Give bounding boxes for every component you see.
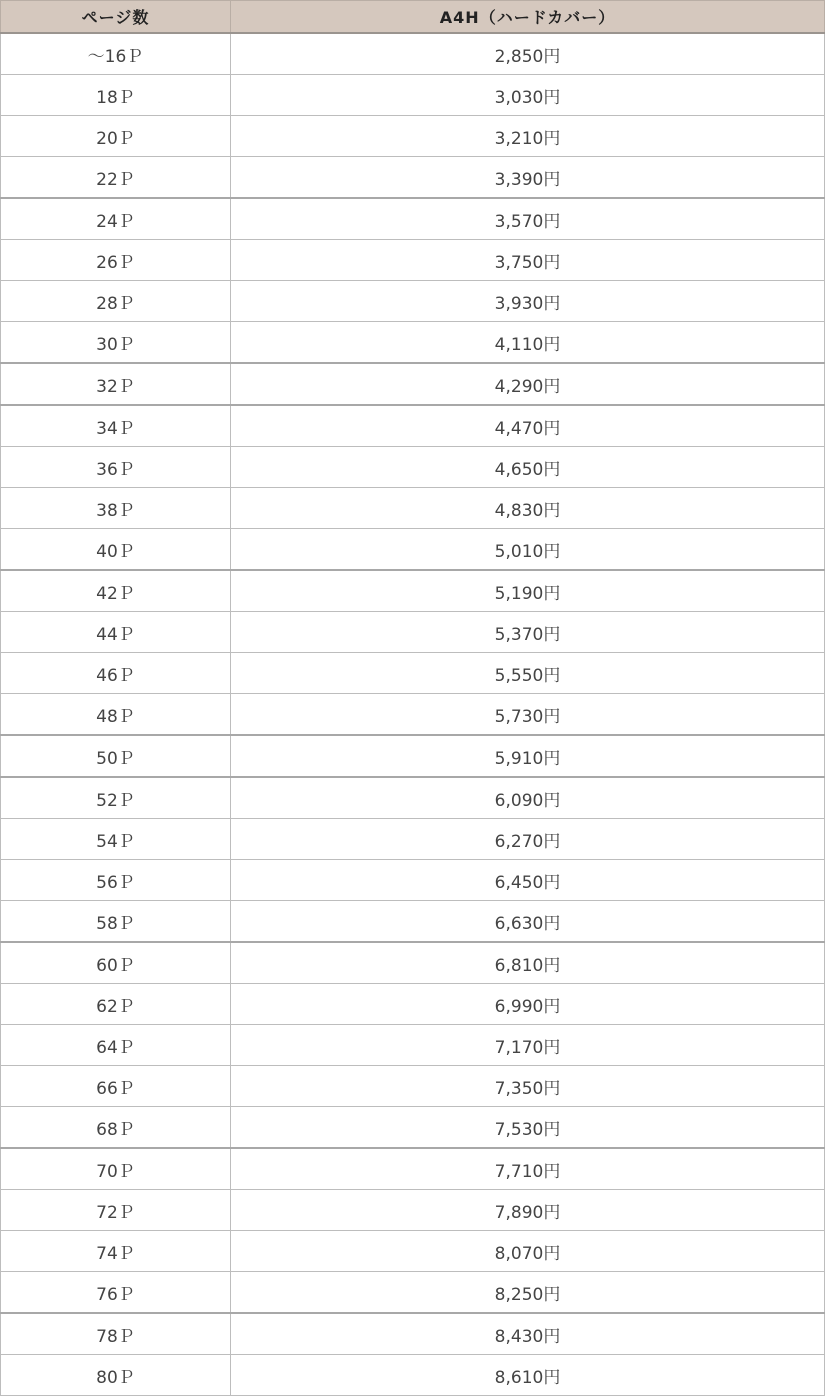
table-row bbox=[1, 405, 825, 447]
cell-price: 4,830円 bbox=[231, 488, 825, 529]
table-row bbox=[1, 33, 825, 75]
table-row bbox=[1, 1148, 825, 1190]
header-pages: ページ数 bbox=[1, 1, 231, 34]
cell-price: 7,350円 bbox=[231, 1066, 825, 1107]
cell-price: 8,070円 bbox=[231, 1231, 825, 1272]
cell-pages: 32Ｐ bbox=[1, 363, 231, 405]
cell-price: 5,010円 bbox=[231, 529, 825, 571]
cell-pages: 40Ｐ bbox=[1, 529, 231, 571]
cell-pages: 24Ｐ bbox=[1, 198, 231, 240]
table-row bbox=[1, 1355, 825, 1396]
cell-price: 7,170円 bbox=[231, 1025, 825, 1066]
cell-pages: 66Ｐ bbox=[1, 1066, 231, 1107]
cell-pages: 48Ｐ bbox=[1, 694, 231, 736]
cell-price: 3,930円 bbox=[231, 281, 825, 322]
cell-pages: 62Ｐ bbox=[1, 984, 231, 1025]
table-row bbox=[1, 1025, 825, 1066]
cell-price: 7,530円 bbox=[231, 1107, 825, 1149]
cell-pages: 52Ｐ bbox=[1, 777, 231, 819]
cell-pages: 18Ｐ bbox=[1, 75, 231, 116]
cell-pages: 38Ｐ bbox=[1, 488, 231, 529]
cell-price: 3,210円 bbox=[231, 116, 825, 157]
cell-pages: 50Ｐ bbox=[1, 735, 231, 777]
cell-pages: 30Ｐ bbox=[1, 322, 231, 364]
cell-price: 3,570円 bbox=[231, 198, 825, 240]
cell-price: 8,430円 bbox=[231, 1313, 825, 1355]
cell-price: 5,910円 bbox=[231, 735, 825, 777]
cell-price: 6,990円 bbox=[231, 984, 825, 1025]
cell-price: 3,750円 bbox=[231, 240, 825, 281]
cell-pages: 36Ｐ bbox=[1, 447, 231, 488]
table-row bbox=[1, 1066, 825, 1107]
table-row bbox=[1, 363, 825, 405]
cell-pages: 44Ｐ bbox=[1, 612, 231, 653]
cell-pages: 60Ｐ bbox=[1, 942, 231, 984]
cell-price: 5,550円 bbox=[231, 653, 825, 694]
cell-pages: 22Ｐ bbox=[1, 157, 231, 199]
table-row bbox=[1, 1190, 825, 1231]
table-row bbox=[1, 1313, 825, 1355]
cell-price: 4,650円 bbox=[231, 447, 825, 488]
table-row bbox=[1, 653, 825, 694]
table-row bbox=[1, 819, 825, 860]
cell-pages: 70Ｐ bbox=[1, 1148, 231, 1190]
cell-price: 7,710円 bbox=[231, 1148, 825, 1190]
table-row bbox=[1, 984, 825, 1025]
cell-pages: 58Ｐ bbox=[1, 901, 231, 943]
cell-price: 7,890円 bbox=[231, 1190, 825, 1231]
cell-pages: 42Ｐ bbox=[1, 570, 231, 612]
cell-price: 6,270円 bbox=[231, 819, 825, 860]
cell-price: 5,190円 bbox=[231, 570, 825, 612]
cell-pages: 68Ｐ bbox=[1, 1107, 231, 1149]
cell-pages: 72Ｐ bbox=[1, 1190, 231, 1231]
table-header-row bbox=[1, 1, 825, 34]
table-row bbox=[1, 901, 825, 943]
cell-pages: 78Ｐ bbox=[1, 1313, 231, 1355]
table-row bbox=[1, 157, 825, 199]
table-row bbox=[1, 860, 825, 901]
cell-price: 5,370円 bbox=[231, 612, 825, 653]
cell-price: 4,110円 bbox=[231, 322, 825, 364]
cell-pages: ～16Ｐ bbox=[1, 33, 231, 75]
cell-price: 2,850円 bbox=[231, 33, 825, 75]
table-row bbox=[1, 116, 825, 157]
cell-pages: 20Ｐ bbox=[1, 116, 231, 157]
table-row bbox=[1, 447, 825, 488]
cell-pages: 54Ｐ bbox=[1, 819, 231, 860]
cell-price: 8,610円 bbox=[231, 1355, 825, 1396]
cell-pages: 34Ｐ bbox=[1, 405, 231, 447]
table-row bbox=[1, 488, 825, 529]
cell-price: 3,390円 bbox=[231, 157, 825, 199]
cell-pages: 26Ｐ bbox=[1, 240, 231, 281]
cell-price: 8,250円 bbox=[231, 1272, 825, 1314]
cell-pages: 56Ｐ bbox=[1, 860, 231, 901]
cell-price: 6,810円 bbox=[231, 942, 825, 984]
cell-pages: 64Ｐ bbox=[1, 1025, 231, 1066]
cell-price: 6,090円 bbox=[231, 777, 825, 819]
table-row bbox=[1, 322, 825, 364]
table-row bbox=[1, 735, 825, 777]
table-row bbox=[1, 1231, 825, 1272]
cell-price: 6,630円 bbox=[231, 901, 825, 943]
cell-price: 4,470円 bbox=[231, 405, 825, 447]
table-row bbox=[1, 240, 825, 281]
table-row bbox=[1, 198, 825, 240]
header-price: A4H（ハードカバー） bbox=[231, 1, 825, 34]
table-row bbox=[1, 942, 825, 984]
cell-price: 5,730円 bbox=[231, 694, 825, 736]
table-row bbox=[1, 75, 825, 116]
table-body bbox=[1, 33, 825, 1396]
table-row bbox=[1, 529, 825, 571]
table-row bbox=[1, 570, 825, 612]
table-row bbox=[1, 281, 825, 322]
cell-pages: 46Ｐ bbox=[1, 653, 231, 694]
cell-pages: 80Ｐ bbox=[1, 1355, 231, 1396]
table-row bbox=[1, 694, 825, 736]
cell-pages: 76Ｐ bbox=[1, 1272, 231, 1314]
cell-price: 6,450円 bbox=[231, 860, 825, 901]
cell-pages: 74Ｐ bbox=[1, 1231, 231, 1272]
cell-price: 4,290円 bbox=[231, 363, 825, 405]
table-row bbox=[1, 777, 825, 819]
table-row bbox=[1, 1272, 825, 1314]
cell-price: 3,030円 bbox=[231, 75, 825, 116]
cell-pages: 28Ｐ bbox=[1, 281, 231, 322]
table-row bbox=[1, 612, 825, 653]
table-row bbox=[1, 1107, 825, 1149]
